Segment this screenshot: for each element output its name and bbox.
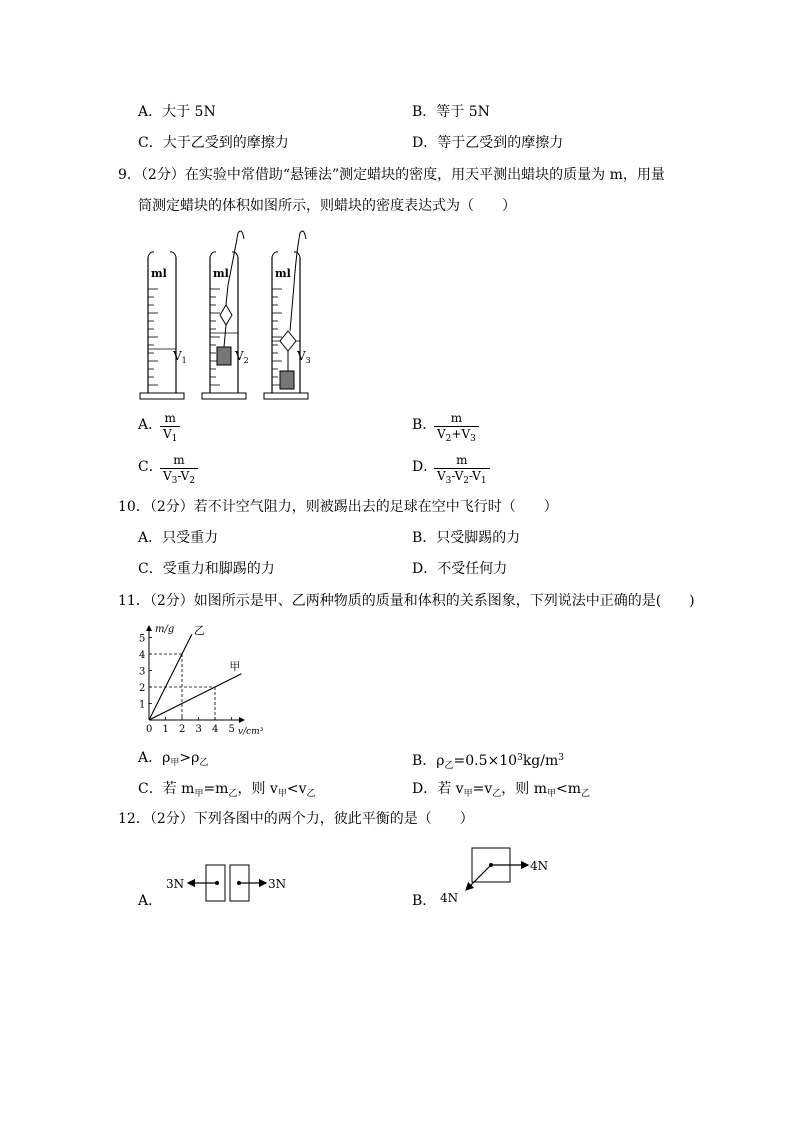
q9-option-c-fraction: $\frac{m}{V_3-V_2}$ bbox=[160, 453, 198, 489]
q10-option-b[interactable]: B．只受脚踢的力 bbox=[412, 530, 521, 546]
diagonal-force-label: 4N bbox=[440, 891, 459, 905]
q9-option-b-fraction: $\frac{m}{V_2+V_3}$ bbox=[434, 411, 479, 447]
q11-option-c[interactable]: C．若 $m_甲=m_乙$，则 $v_甲<v_乙$ bbox=[138, 781, 316, 799]
cylinder-2-ml-label: ml bbox=[213, 267, 229, 280]
y-tick-label: 3 bbox=[139, 666, 146, 678]
x-tick-label: 4 bbox=[212, 724, 219, 735]
cylinder-1 bbox=[140, 252, 184, 399]
q9-option-d-letter[interactable]: D． bbox=[412, 459, 438, 475]
q9-stem-line1: 9．（2分）在实验中常借助“悬锤法”测定蜡块的密度，用天平测出蜡块的质量为 m，用量 bbox=[118, 167, 665, 183]
q12-option-a-figure bbox=[162, 860, 292, 906]
y-tick-label: 2 bbox=[139, 683, 146, 694]
cylinder-2 bbox=[202, 231, 246, 399]
y-tick-label: 4 bbox=[139, 650, 146, 661]
q11-option-b[interactable]: B．$\rho_乙=0.5\times 10^3kg/m^3$ bbox=[412, 753, 564, 771]
x-tick-label: 0 bbox=[146, 724, 153, 735]
right-force-label: 3N bbox=[268, 877, 287, 891]
x-tick-label: 1 bbox=[162, 724, 169, 735]
q12-stem: 12．（2分）下列各图中的两个力，彼此平衡的是（ ） bbox=[118, 811, 474, 827]
q11-option-d[interactable]: D．若 $v_甲=v_乙$，则 $m_甲<m_乙$ bbox=[412, 781, 591, 799]
series-line-1 bbox=[149, 634, 192, 720]
right-force-label: 4N bbox=[530, 859, 549, 873]
q9-stem-line2: 筒测定蜡块的体积如图所示，则蜡块的密度表达式为（ ） bbox=[138, 198, 516, 214]
q10-stem: 10．（2分）若不计空气阻力，则被踢出去的足球在空中飞行时（ ） bbox=[118, 499, 558, 515]
q12-option-a-letter[interactable]: A． bbox=[138, 893, 163, 909]
cylinder-3 bbox=[264, 231, 308, 399]
q11-option-a[interactable]: A．$\rho_甲>\rho_乙$ bbox=[138, 750, 209, 768]
q8-option-c[interactable]: C．大于乙受到的摩擦力 bbox=[138, 135, 289, 151]
q9-option-d-fraction: $\frac{m}{V_3-V_2-V_1}$ bbox=[434, 453, 490, 489]
x-tick-label: 2 bbox=[179, 724, 186, 735]
series-line-2 bbox=[149, 674, 241, 720]
y-tick-label: 1 bbox=[139, 699, 146, 711]
x-axis-label: v/cm³ bbox=[238, 727, 264, 737]
series-label-1: 乙 bbox=[193, 624, 205, 638]
series-label-2: 甲 bbox=[229, 659, 241, 673]
v3-label: $V_3$ bbox=[297, 349, 311, 365]
q9-option-a-fraction: $\frac{m}{V_1}$ bbox=[160, 411, 180, 447]
cylinder-1-ml-label: ml bbox=[151, 267, 167, 280]
q9-option-b-letter[interactable]: B． bbox=[412, 417, 437, 433]
v1-label: $V_1$ bbox=[173, 349, 187, 365]
x-tick-label: 3 bbox=[195, 724, 202, 735]
q8-option-b[interactable]: B．等于 5N bbox=[412, 104, 490, 120]
y-tick-label: 5 bbox=[139, 633, 146, 645]
q8-option-d[interactable]: D．等于乙受到的摩擦力 bbox=[412, 135, 564, 151]
x-tick-label: 5 bbox=[228, 724, 235, 735]
q9-option-c-letter[interactable]: C． bbox=[138, 459, 163, 475]
q12-option-b-figure bbox=[436, 842, 556, 908]
q12-option-b-letter[interactable]: B． bbox=[412, 893, 437, 909]
v2-label: $V_2$ bbox=[235, 349, 249, 365]
y-axis-label: m/g bbox=[155, 624, 175, 635]
q10-option-d[interactable]: D．不受任何力 bbox=[412, 561, 508, 577]
mass-volume-chart bbox=[134, 618, 284, 742]
q10-option-a[interactable]: A．只受重力 bbox=[138, 530, 219, 546]
q9-option-a-letter[interactable]: A． bbox=[138, 417, 163, 433]
q11-stem: 11．（2分）如图所示是甲、乙两种物质的质量和体积的关系图象，下列说法中正确的是( ) bbox=[118, 593, 695, 609]
cylinder-3-ml-label: ml bbox=[275, 267, 291, 280]
left-force-label: 3N bbox=[166, 877, 185, 891]
q8-option-a[interactable]: A．大于 5N bbox=[138, 104, 216, 120]
q10-option-c[interactable]: C．受重力和脚踢的力 bbox=[138, 561, 275, 577]
graduated-cylinders-figure bbox=[138, 225, 338, 405]
